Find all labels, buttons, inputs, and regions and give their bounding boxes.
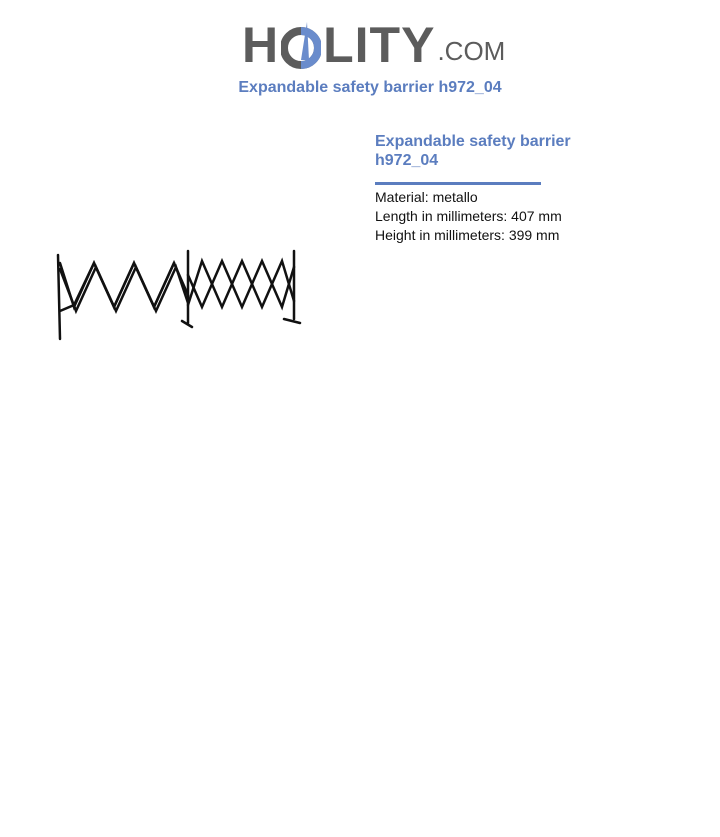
spec-material: Material: metallo [375,189,478,205]
expandable-barrier-illustration-icon [50,245,310,345]
logo-text-start: H [242,17,280,73]
logo-text-end: LITY [323,17,436,73]
title-divider [375,182,541,185]
spec-height: Height in millimeters: 399 mm [375,227,560,243]
logo-suffix: .COM [437,36,506,66]
logo-o-icon [281,20,321,70]
product-title: Expandable safety barrier h972_04 [375,133,571,169]
spec-length: Length in millimeters: 407 mm [375,208,562,224]
page-title: Expandable safety barrier h972_04 [238,79,502,96]
product-image [50,245,310,345]
product-info [375,132,605,245]
holity-logo[interactable] [242,10,506,73]
